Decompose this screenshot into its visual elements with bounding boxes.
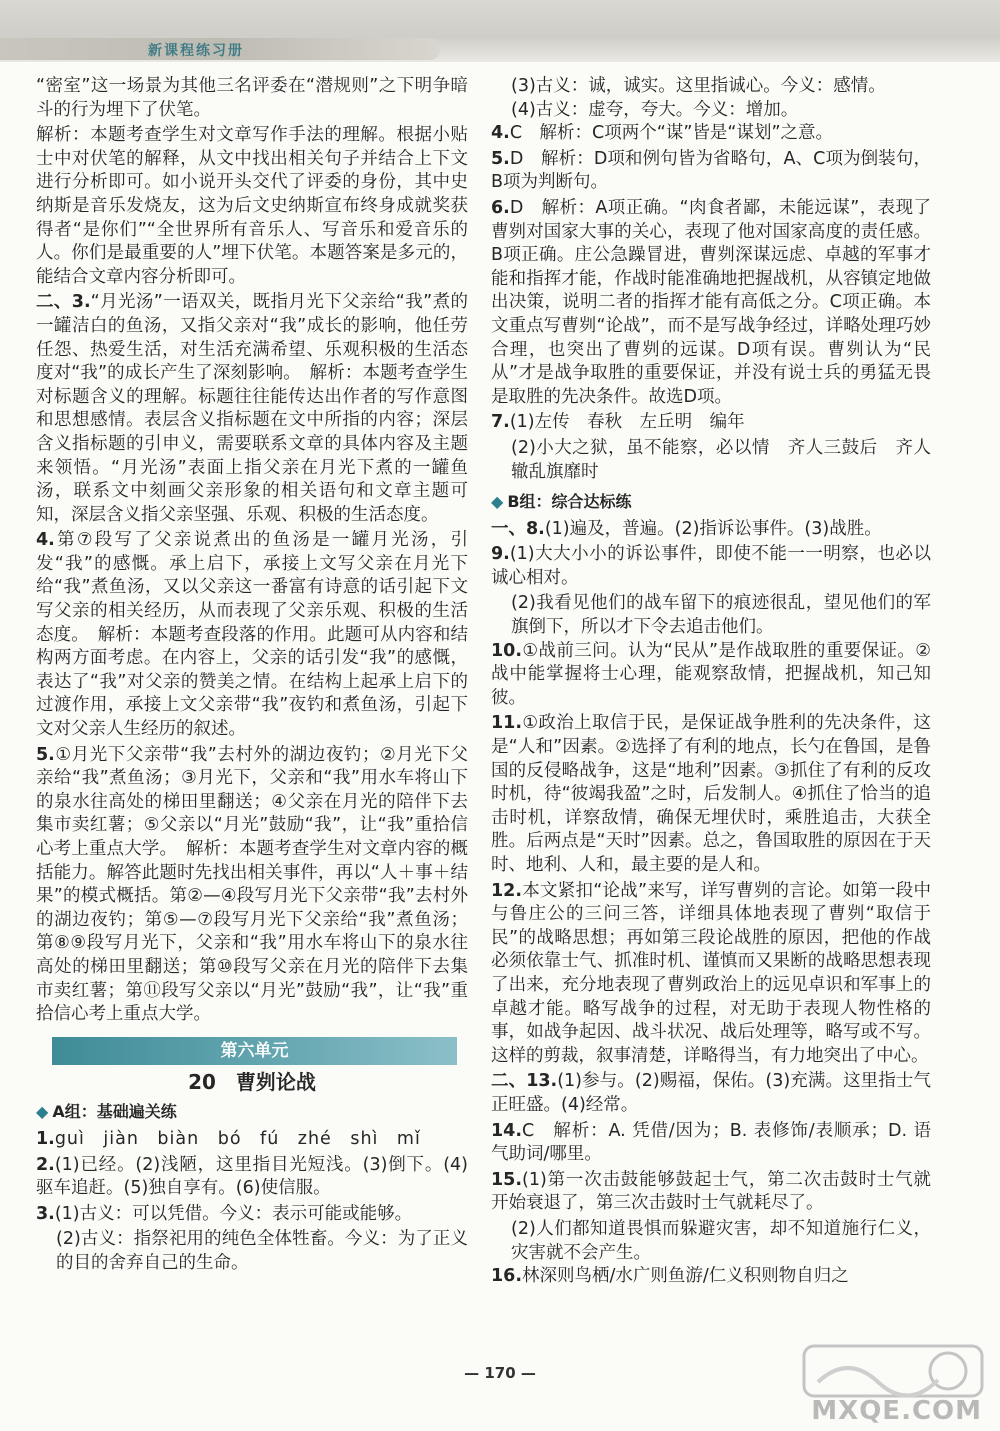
unit-banner: 第六单元 [52,1037,457,1065]
left-column [36,75,468,1276]
item-text: (4)古义：虚夸，夸大。今义：增加。 [511,99,799,120]
section-a-heading [36,1100,468,1124]
answer-item [491,148,931,195]
answer-item [491,75,931,99]
item-text: ①政治上取信于民，是保证战争胜利的先决条件，这是“人和”因素。②选择了有利的地点，长勺在鲁国，是鲁国的反侵略战争，这是“地利”因素。③抓住了有利的反攻时机，待“彼竭我盈”之时，后发制人。④抓住了恰当的追击时机，详察敌情，确保无埋伏时，乘胜追击，大获全胜。后两点是“天时”因素。总之，鲁国取胜的原因在于天时、地利、人和，最主要的是人和。 [491,713,931,875]
item-number: 12. [491,880,523,901]
left-answer-list [36,75,468,1027]
item-number: 6. [491,197,510,218]
item-text: C 解析：A. 凭借/因为；B. 表修饰/表顺承；D. 语气助词/哪里。 [491,1120,931,1165]
answer-item [36,1203,468,1227]
item-text: “密室”这一场景为其他三名评委在“潜规则”之下明争暗斗的行为埋下了伏笔。 [36,76,468,120]
item-number: 11. [491,713,523,734]
right-column [491,75,931,1291]
item-number: 14. [491,1120,523,1141]
answer-item [36,744,468,1027]
item-text: 解析：本题考查学生对文章写作手法的理解。根据小贴士中对伏笔的解释，从文中找出相关句子并结合上下文进行分析即可。如小说开头交代了评委的身份，其中史纳斯是音乐发烧友，这为后文史纳斯宣布终身成就奖获得者“是你们”“全世界所有音乐人、写音乐和爱音乐的人。你们是最重要的人”埋下伏笔。本题答案是多元的，能结合文章内容分析即可。 [36,125,468,287]
item-text: (1)遍及，普遍。(2)指诉讼事件。(3)战胜。 [544,518,882,539]
diamond-icon: ◆ [491,492,504,512]
item-text: (1)大大小小的诉讼事件，即使不能一一明察，也必以诚心相对。 [491,544,931,588]
item-text: 第⑦段写了父亲说煮出的鱼汤是一罐月光汤，引发“我”的感慨。承上启下，承接上文写父亲在月光下给“我”煮鱼汤，又以父亲这一番富有诗意的话引起下文写父亲的相关经历，从而表现了父亲乐观、积极的生活态度。 解析：本题考查段落的作用。此题可从内容和结构两方面考虑。在内容上，父亲的话引发“我”的感慨，表达了“我”对父亲的赞美之情。在结构上起承上启下的过渡作用，承接上文父亲带“我”夜钓和煮鱼汤，引起下文对父亲人生经历的叙述。 [36,530,468,740]
item-text: (2)古义：指祭祀用的纯色全体牲畜。今义：为了正义的目的舍弃自己的生命。 [56,1229,468,1273]
item-text: C 解析：C项两个“谋”皆是“谋划”之意。 [509,123,834,144]
item-number: 9. [491,544,510,565]
answer-item [491,1218,931,1265]
answer-item [491,1169,931,1216]
answer-item [491,880,931,1069]
item-text: (3)古义：诚，诚实。这里指诚心。今义：感情。 [511,76,886,96]
item-number: 2. [36,1154,55,1175]
answer-item [36,124,468,289]
answer-item [491,592,931,639]
item-number: 4. [491,123,510,144]
item-number: 10. [491,640,523,661]
section-b-list [491,518,931,1289]
answer-item [491,640,931,711]
diamond-icon: ◆ [36,1102,49,1122]
item-text: (2)小大之狱，虽不能察，必以情 齐人三鼓后 齐人辙乱旗靡时 [511,437,931,482]
answer-item [36,1128,468,1152]
right-answer-list [491,75,931,484]
section-a-label: A组：基础遍关练 [52,1102,177,1122]
answer-item [491,543,931,590]
answer-item [491,99,931,123]
answer-item [491,1070,931,1117]
answer-item [36,291,468,527]
item-text: guì jiàn biàn bó fú zhé shì mǐ [54,1128,421,1149]
item-number: 16. [491,1266,523,1287]
item-number: 二、13. [491,1071,558,1092]
item-text: D 解析：A项正确。“肉食者鄙，未能远谋”，表现了曹刿对国家大事的关心，表现了他对国家高度的责任感。B项正确。庄公急躁冒进，曹刿深谋远虑、卓越的军事才能和指挥才能，作战时能准确地把握战机，从容镇定地做出决策，说明二者的指挥才能有高低之分。C项正确。本文重点写曹刿“论战”，而不是写战争经过，详略处理巧妙合理，也突出了曹刿的远谋。D项有误。曹刿认为“民从”才是战争取胜的重要保证，并没有说士兵的勇猛无畏是取胜的先决条件。故选D项。 [491,197,931,407]
answer-item [491,437,931,484]
answer-item [491,1120,931,1167]
item-text: ①战前三问。认为“民从”是作战取胜的重要保证。②战中能掌握将士心理，能观察敌情，把握战机，知己知彼。 [491,640,931,708]
answer-item [36,1228,468,1275]
item-text: (2)我看见他们的战车留下的痕迹很乱，望见他们的军旗倒下，所以才下令去追击他们。 [511,593,931,638]
answer-item [36,529,468,741]
answer-item [491,1265,931,1289]
item-number: 3. [36,1203,55,1224]
item-number: 5. [36,744,55,765]
item-text: D 解析：D项和例句皆为省略句，A、C项为倒装句，B项为判断句。 [491,148,931,193]
section-b-label: B组：综合达标练 [507,492,632,512]
answer-item [36,75,468,122]
section-b-heading [491,490,931,514]
answer-item [491,197,931,409]
page-header-bar [0,0,1000,62]
answer-item [36,1154,468,1201]
item-number: 二、3. [36,292,91,313]
item-text: “月光汤”一语双关，既指月光下父亲给“我”煮的一罐洁白的鱼汤，又指父亲对“我”成长的影响，他任劳任怨、热爱生活，对生活充满希望、乐观积极的生活态度对“我”的成长产生了深刻影响。 解析：本题考查学生对标题含义的理解。标题往往能传达出作者的写作意图和思想感情。表层含义指标题在文中所指的内容；深层含义指标题的引申义，需要联系文章的具体内容及主题来领悟。“月光汤”表面上指父亲在月光下煮的一罐鱼汤，联系文中刻画父亲形象的相关语句和文章主题可知，深层含义指父亲坚强、乐观、积极的生活态度。 [36,292,468,525]
watermark-text: MXQE.COM [811,1396,982,1426]
item-number: 15. [491,1169,523,1190]
item-text: (1)古义：可以凭借。今义：表示可能或能够。 [54,1203,413,1224]
answer-item [491,712,931,877]
header-title: 新课程练习册 [148,43,244,59]
item-number: 一、8. [491,518,545,539]
page-number: — 170 — [464,1364,536,1382]
answer-item [491,411,931,435]
item-number: 7. [491,412,510,433]
item-text: 本文紧扣“论战”来写，详写曹刿的言论。如第一段中与鲁庄公的三问三答，详细具体地表现了曹刿“取信于民”的战略思想；再如第三段论战胜的原因，把他的作战必须依靠士气、抓准时机、谨慎而又果断的战略思想表现了出来，充分地表现了曹刿政治上的远见卓识和军事上的卓越才能。略写战争的过程，对无助于表现人物性格的事，如战争起因、战斗状况、战后处理等，略写或不写。这样的剪裁，叙事清楚，详略得当，有力地突出了中心。 [491,880,931,1066]
item-number: 4. [36,530,55,551]
item-text: (1)参与。(2)赐福，保佑。(3)充满。这里指士气正旺盛。(4)经常。 [491,1071,931,1115]
item-text: (1)已经。(2)浅陋，这里指目光短浅。(3)倒下。(4)驱车追赶。(5)独自享有。(6)使信服。 [36,1154,468,1199]
item-number: 1. [36,1128,55,1149]
lesson-title: 20 曹刿论战 [188,1069,316,1094]
item-text: (2)人们都知道畏惧而躲避灾害，却不知道施行仁义，灾害就不会产生。 [511,1218,931,1263]
item-text: (1)左传 春秋 左丘明 编年 [509,412,745,433]
answer-item [491,122,931,146]
item-text: ①月光下父亲带“我”去村外的湖边夜钓；②月光下父亲给“我”煮鱼汤；③月光下，父亲和“我”用水车将山下的泉水往高处的梯田里翻送；④父亲在月光的陪伴下去集市卖红薯；⑤父亲以“月光”鼓励“我”，让“我”重拾信心考上重点大学。 解析：本题考查学生对文章内容的概括能力。解答此题时先找出相关事件，再以“人＋事＋结果”的模式概括。第②—④段写月光下父亲带“我”去村外的湖边夜钓；第⑤—⑦段写月光下父亲给“我”煮鱼汤；第⑧⑨段写月光下，父亲和“我”用水车将山下的泉水往高处的梯田里翻送；第⑩段写父亲在月光的陪伴下去集市卖红薯；第⑪段写父亲以“月光”鼓励“我”，让“我”重拾信心考上重点大学。 [36,744,468,1025]
item-number: 5. [491,148,510,169]
section-a-list [36,1128,468,1276]
item-text: 林深则鸟栖/水广则鱼游/仁义积则物自归之 [522,1266,849,1287]
item-text: (1)第一次击鼓能够鼓起士气，第二次击鼓时士气就开始衰退了，第三次击鼓时士气就耗尽了。 [491,1169,931,1214]
answer-item [491,518,931,542]
